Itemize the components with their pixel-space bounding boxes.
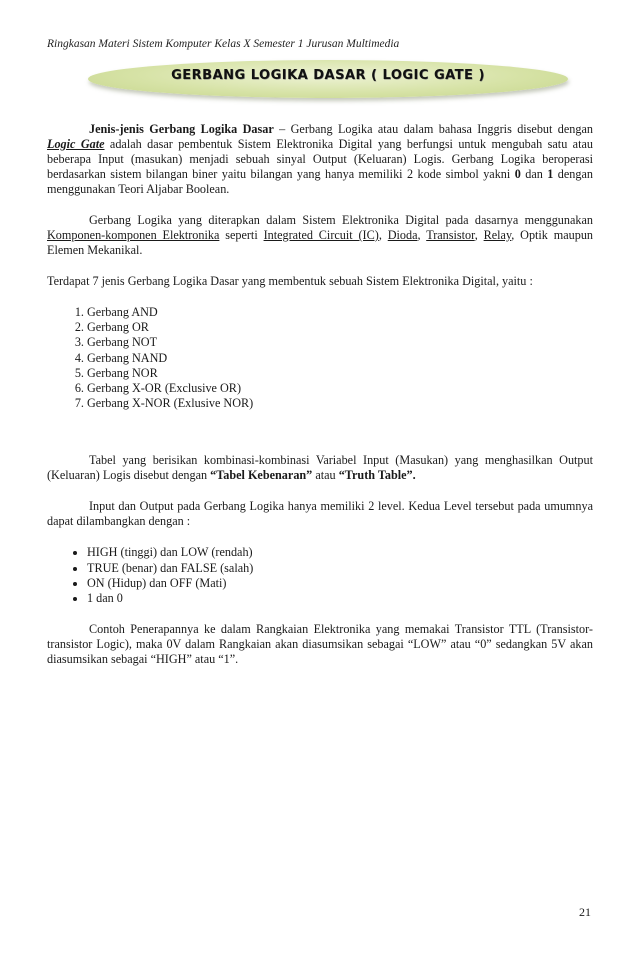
components-text-2: seperti xyxy=(219,228,264,242)
truth-table-term-en: “Truth Table”. xyxy=(338,468,416,483)
level-list-item: • ON (Hidup) dan OFF (Mati) xyxy=(87,576,593,591)
link-integrated-circuit[interactable]: Integrated Circuit (IC) xyxy=(263,228,379,242)
gate-list-item: 3. Gerbang NOT xyxy=(87,335,593,350)
gate-list-item: 7. Gerbang X-NOR (Exlusive NOR) xyxy=(87,396,593,411)
section-title: GERBANG LOGIKA DASAR ( LOGIC GATE ) xyxy=(171,68,485,83)
truth-table-text-1: Tabel yang berisikan kombinasi-kombinasi Variabel Input (Masukan) yang menghasilkan Output (Keluaran) Logis disebut dengan xyxy=(47,453,593,483)
paragraph-components xyxy=(47,213,593,258)
gate-list-item: 1. Gerbang AND xyxy=(87,305,593,320)
spacer xyxy=(47,427,593,453)
intro-bold-term: Jenis-jenis Gerbang Logika Dasar xyxy=(89,122,274,136)
level-list-item: • 1 dan 0 xyxy=(87,591,593,606)
link-relay[interactable]: Relay xyxy=(483,228,512,242)
page-number: 21 xyxy=(579,905,591,919)
truth-table-text-2: atau xyxy=(312,468,339,483)
link-komponen-elektronika[interactable]: Komponen-komponen Elektronika xyxy=(47,228,220,242)
paragraph-ttl-example: Contoh Penerapannya ke dalam Rangkaian Elektronika yang memakai Transistor TTL (Transistor-transistor Logic), maka 0V dalam Rangkaian akan diasumsikan sebagai “LOW” atau “0” sedangkan 5V akan diasumsikan sebagai “HIGH” atau “1”. xyxy=(47,622,593,667)
link-transistor[interactable]: Transistor xyxy=(426,228,475,242)
level-list-item: • HIGH (tinggi) dan LOW (rendah) xyxy=(87,545,593,560)
components-text-1: Gerbang Logika yang diterapkan dalam Sistem Elektronika Digital pada dasarnya menggunakan xyxy=(89,213,593,227)
binary-zero: 0 xyxy=(514,167,521,181)
link-dioda[interactable]: Dioda xyxy=(387,228,418,242)
gate-list-item: 6. Gerbang X-OR (Exclusive OR) xyxy=(87,381,593,396)
separator: , xyxy=(378,228,388,242)
paragraph-levels: Input dan Output pada Gerbang Logika hanya memiliki 2 level. Kedua Level tersebut pada umumnya dapat dilambangkan dengan : xyxy=(47,499,593,529)
document-body xyxy=(47,122,593,683)
gate-list-item: 5. Gerbang NOR xyxy=(87,366,593,381)
paragraph-gate-count: Terdapat 7 jenis Gerbang Logika Dasar yang membentuk sebuah Sistem Elektronika Digital, yaitu : xyxy=(47,274,533,288)
level-list xyxy=(47,545,593,606)
intro-text-2: adalah dasar pembentuk Sistem Elektronika Digital yang berfungsi untuk mengubah satu atau beberapa Input (masukan) menjadi sebuah sinyal Output (Keluaran) Logis. Gerbang Logika beroperasi berdasarkan sistem bilangan biner yaitu bilangan yang hanya memiliki 2 kode simbol yakni xyxy=(47,137,593,181)
gate-list xyxy=(47,305,593,411)
binary-one: 1 xyxy=(547,167,554,181)
intro-text-1: – Gerbang Logika atau dalam bahasa Inggris disebut dengan xyxy=(273,122,593,136)
gate-list-item: 2. Gerbang OR xyxy=(87,320,593,335)
separator: , xyxy=(417,228,427,242)
gate-list-item: 4. Gerbang NAND xyxy=(87,351,593,366)
intro-text-4: dengan menggunakan Teori Aljabar Boolean. xyxy=(47,167,593,196)
separator: , xyxy=(474,228,484,242)
logic-gate-term: Logic Gate xyxy=(47,137,105,151)
level-list-item: • TRUE (benar) dan FALSE (salah) xyxy=(87,561,593,576)
paragraph-truth-table xyxy=(47,453,593,483)
paragraph-intro xyxy=(47,122,593,197)
components-text-3: , Optik maupun Elemen Mekanikal. xyxy=(47,228,594,257)
intro-text-3: dan xyxy=(520,167,548,181)
section-banner xyxy=(88,60,568,98)
running-header: Ringkasan Materi Sistem Komputer Kelas X Semester 1 Jurusan Multimedia xyxy=(47,38,400,50)
truth-table-term-id: “Tabel Kebenaran” xyxy=(210,468,313,483)
